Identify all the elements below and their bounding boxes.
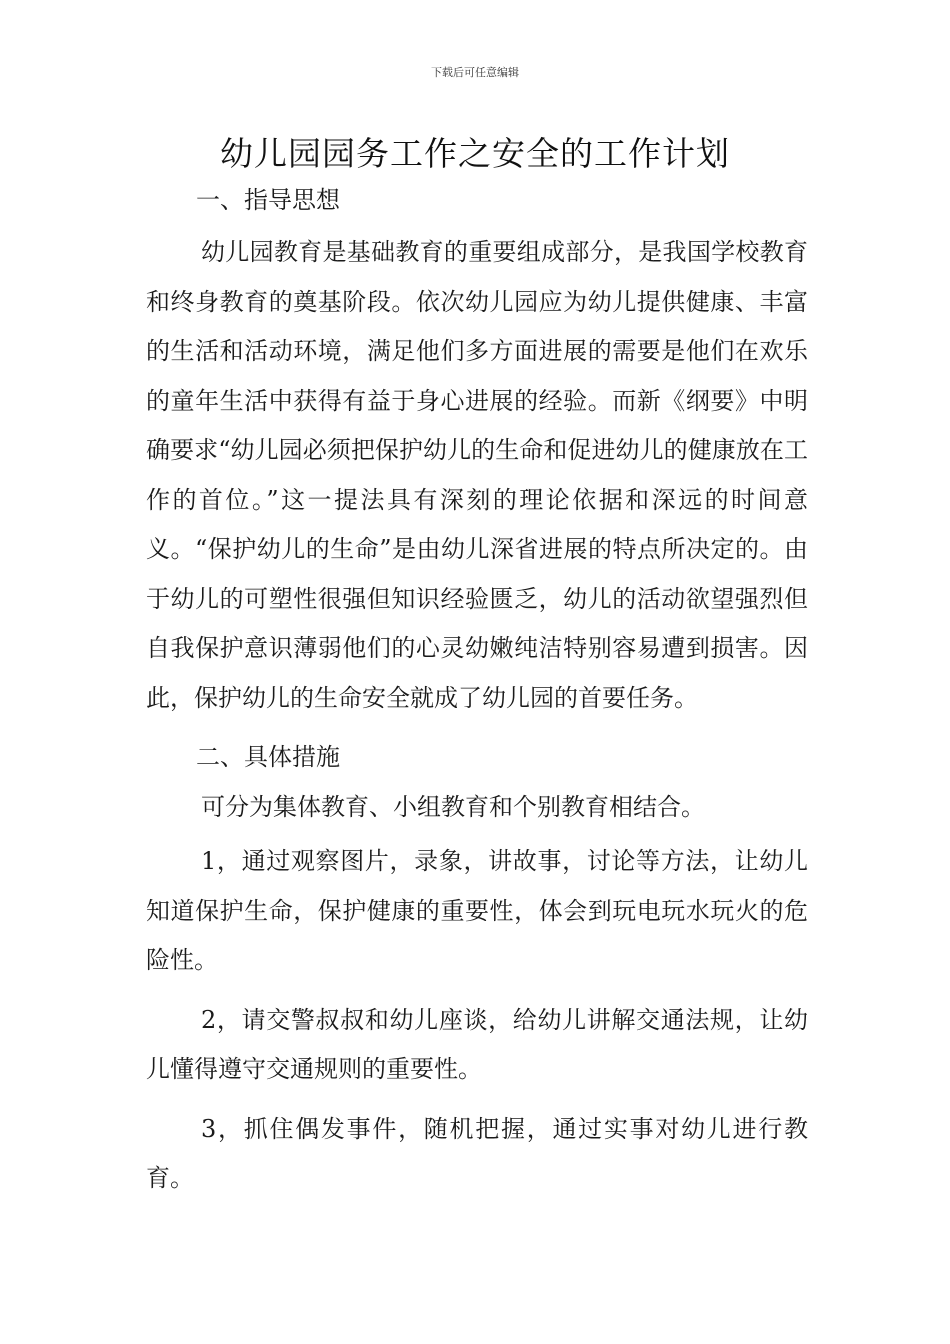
document-body [146,180,808,1204]
paragraph-measure-3: 3，抓住偶发事件，随机把握，通过实事对幼儿进行教育。 [146,1114,808,1192]
header-note: 下载后可任意编辑 [431,66,519,79]
paragraph-measures-summary: 可分为集体教育、小组教育和个别教育相结合。 [201,793,705,821]
paragraph-guiding-thought: 幼儿园教育是基础教育的重要组成部分，是我国学校教育和终身教育的奠基阶段。依次幼儿园应为幼儿提供健康、丰富的生活和活动环境，满足他们多方面进展的需要是他们在欢乐的童年生活中获得有益于身心进展的经验。而新《纲要》中明确要求“幼儿园必须把保护幼儿的生命和促进幼儿的健康放在工作的首位。”这一提法具有深刻的理论依据和深远的时间意义。“保护幼儿的生命”是由幼儿深省进展的特点所决定的。由于幼儿的可塑性很强但知识经验匮乏，幼儿的活动欲望强烈但自我保护意识薄弱他们的心灵幼嫩纯洁特别容易遭到损害。因此，保护幼儿的生命安全就成了幼儿园的首要任务。 [146,238,808,712]
document-title: 幼儿园园务工作之安全的工作计划 [220,134,730,173]
section-heading-guiding-thought: 一、指导思想 [196,186,340,214]
section-heading-measures: 二、具体措施 [196,743,340,771]
paragraph-measure-1: 1，通过观察图片，录象，讲故事，讨论等方法，让幼儿知道保护生命，保护健康的重要性，体会到玩电玩水玩火的危险性。 [146,847,808,974]
paragraph-measure-2: 2，请交警叔叔和幼儿座谈，给幼儿讲解交通法规，让幼儿懂得遵守交通规则的重要性。 [146,1005,808,1083]
